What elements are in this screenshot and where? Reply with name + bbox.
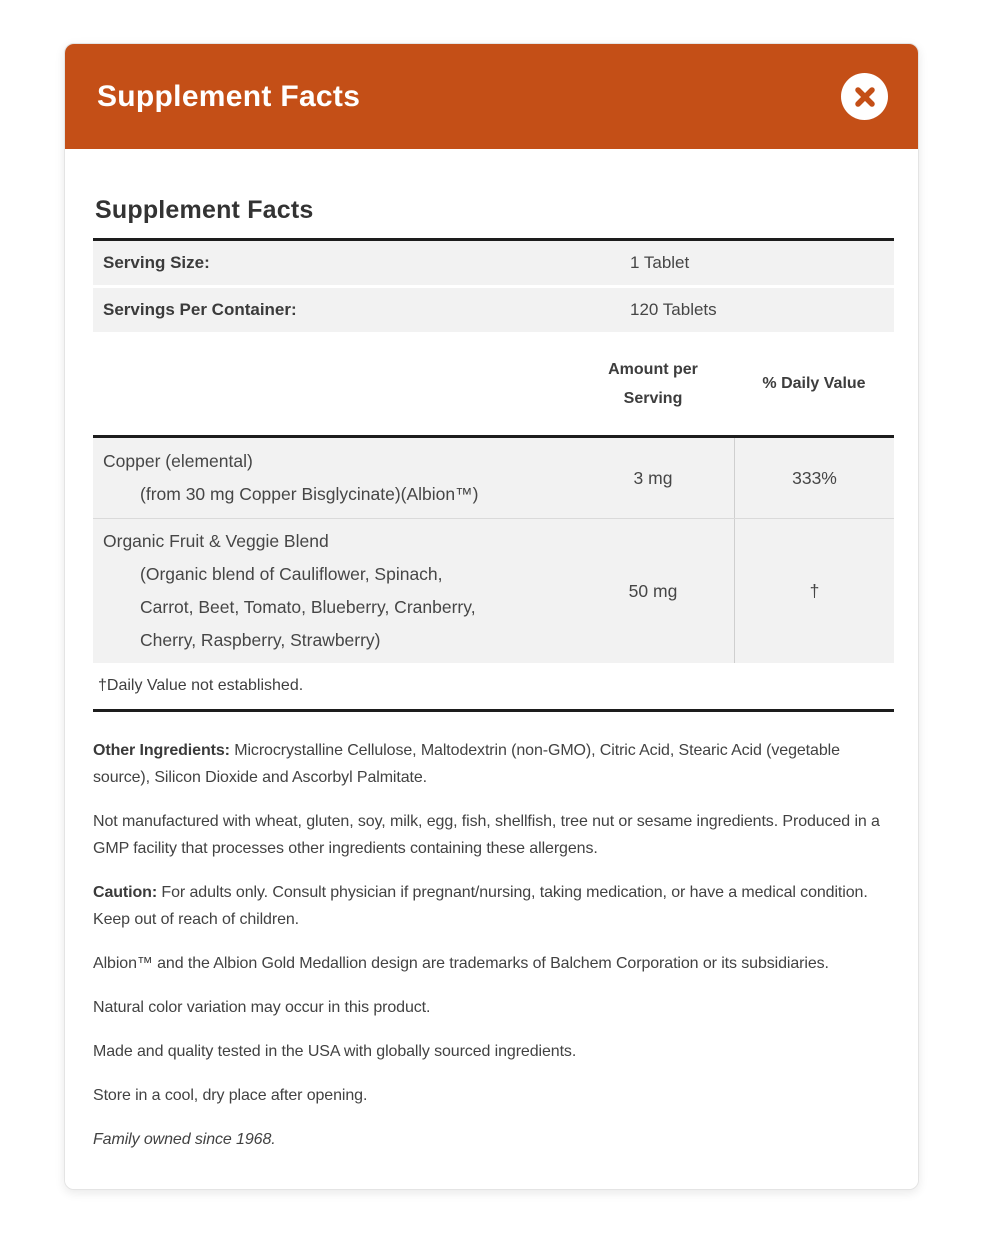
allergen-paragraph: Not manufactured with wheat, gluten, soy, milk, egg, fish, shellfish, tree nut or sesame ingredients. Produced in a GMP facility that processes other ingredients containing these allergens. (93, 813, 880, 857)
supplement-facts-modal (64, 43, 919, 1190)
serving-info-table (93, 241, 894, 332)
nutrient-amount: 50 mg (628, 580, 678, 601)
nutrient-detail: Cherry, Raspberry, Strawberry) (140, 630, 381, 650)
bottom-rule (93, 709, 894, 712)
panel-title: Supplement Facts (95, 196, 314, 224)
amount-per-serving-header: Amount per Serving (608, 360, 698, 407)
serving-size-label: Serving Size: (103, 253, 210, 272)
modal-body (65, 196, 918, 1189)
nutrient-name: Copper (elemental) (103, 451, 253, 471)
quality-paragraph: Made and quality tested in the USA with globally sourced ingredients. (93, 1043, 577, 1060)
close-icon (854, 86, 876, 108)
servings-per-container-value: 120 Tablets (630, 300, 717, 319)
nutrient-table (93, 438, 894, 663)
modal-title: Supplement Facts (97, 79, 361, 113)
close-button[interactable] (841, 73, 888, 120)
trademark-paragraph: Albion™ and the Albion Gold Medallion design are trademarks of Balchem Corporation or its subsidiaries. (93, 955, 829, 972)
nutrient-name: Organic Fruit & Veggie Blend (103, 531, 329, 551)
nutrient-row-copper (93, 438, 894, 518)
nutrient-detail: (Organic blend of Cauliflower, Spinach, (140, 564, 443, 584)
modal-header (65, 44, 918, 149)
nutrient-column-headers (93, 332, 894, 435)
nutrient-detail: (from 30 mg Copper Bisglycinate)(Albion™) (140, 484, 479, 504)
servings-per-container-label: Servings Per Container: (103, 300, 297, 319)
caution-paragraph: Caution: For adults only. Consult physician if pregnant/nursing, taking medication, or have a medical condition. Keep out of reach of children. (93, 884, 868, 928)
nutrient-amount: 3 mg (633, 467, 673, 488)
family-owned-paragraph: Family owned since 1968. (93, 1131, 276, 1148)
color-variation-paragraph: Natural color variation may occur in this product. (93, 999, 431, 1016)
serving-size-row (93, 241, 894, 285)
nutrient-row-organic-blend (93, 518, 894, 663)
nutrient-daily-value: † (734, 519, 894, 663)
nutrient-daily-value: 333% (734, 438, 894, 518)
label-paragraphs (93, 737, 894, 1153)
other-ingredients-paragraph: Other Ingredients: Microcrystalline Cellulose, Maltodextrin (non-GMO), Citric Acid, Stearic Acid (vegetable source), Silicon Dioxide and Ascorbyl Palmitate. (93, 742, 840, 786)
daily-value-footnote: †Daily Value not established. (98, 677, 304, 694)
serving-size-value: 1 Tablet (630, 253, 690, 272)
daily-value-header: % Daily Value (762, 375, 866, 392)
nutrient-detail: Carrot, Beet, Tomato, Blueberry, Cranberry, (140, 597, 476, 617)
servings-per-container-row (93, 288, 894, 332)
storage-paragraph: Store in a cool, dry place after opening. (93, 1087, 368, 1104)
